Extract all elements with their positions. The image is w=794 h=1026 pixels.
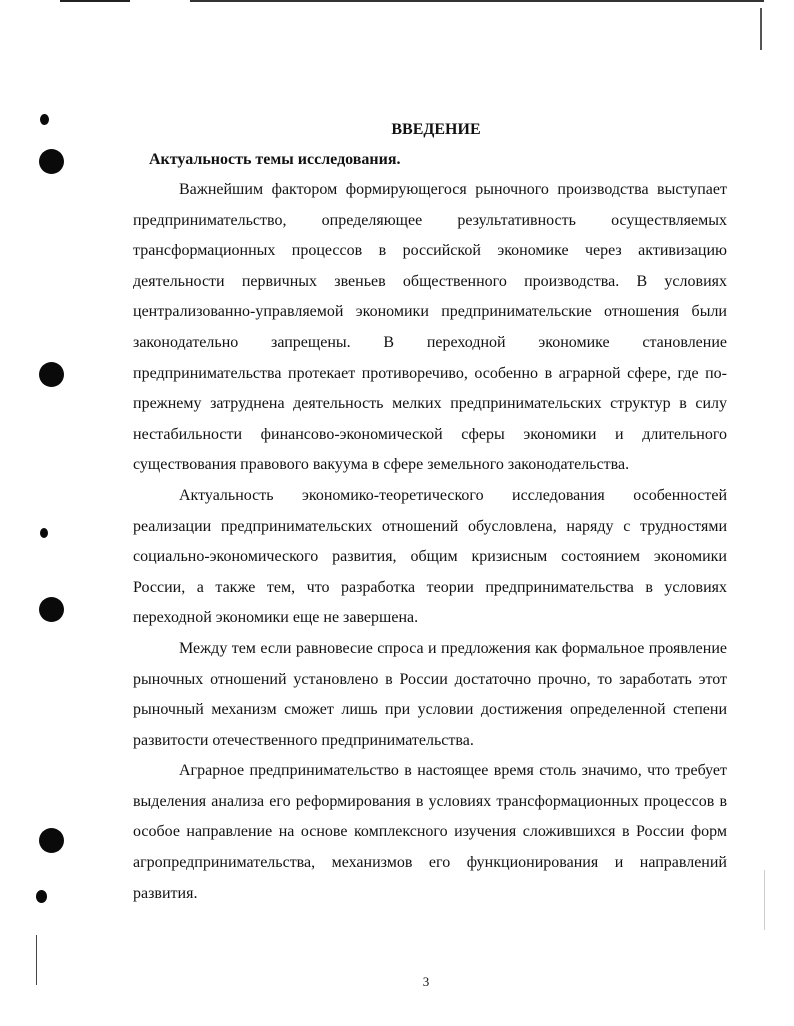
page-number: 3 bbox=[422, 974, 430, 989]
paragraph: Аграрное предпринимательство в настоящее время столь значимо, что требует выделения анализа его реформирования в условиях трансформационных процессов в особое направление на основе комплексного изучения сложившихся в России форм агропредпринимательства, механизмов его функционирования и направлений развития. bbox=[133, 762, 727, 902]
section-subtitle: Актуальность темы исследования. bbox=[149, 151, 401, 168]
paragraph: Между тем если равновесие спроса и предложения как формальное проявление рыночных отношений установлено в России достаточно прочно, то заработать этот рыночный механизм сможет лишь при условии достижения определенной степени развитости отечественного предпринимательства. bbox=[133, 639, 727, 749]
scan-border-right bbox=[760, 8, 762, 50]
scan-border-top-left bbox=[60, 0, 130, 2]
document-title: ВВЕДЕНИЕ bbox=[391, 121, 481, 138]
paragraph: Важнейшим фактором формирующегося рыночного производства выступает предпринимательство, определяющее результативность осуществляемых трансформационных процессов в российской экономике через активизацию деятельности первичных звеньев общественного производства. В условиях централизованно-управляемой экономики предпринимательские отношения были законодательно запрещены. В переходной экономике становление предпринимательства протекает противоречиво, особенно в аграрной сфере, где по-прежнему затруднена деятельность мелких предпринимательских структур в силу нестабильности финансово-экономической сферы экономики и длительного существования правового вакуума в сфере земельного законодательства. bbox=[133, 181, 727, 474]
binder-hole-mark bbox=[36, 890, 47, 903]
binder-hole bbox=[39, 149, 64, 174]
binder-hole bbox=[39, 597, 64, 622]
scan-border-top bbox=[190, 0, 764, 2]
document-body bbox=[133, 115, 727, 909]
paragraph: Актуальность экономико-теоретического исследования особенностей реализации предпринимательских отношений обусловлена, наряду с трудностями социально-экономического развития, общим кризисным состоянием экономики России, а также тем, что разработка теории предпринимательства в условиях переходной экономики еще не завершена. bbox=[133, 486, 727, 627]
scan-border-left-bottom bbox=[36, 935, 37, 985]
binder-hole bbox=[39, 828, 64, 853]
binder-hole-mark bbox=[40, 114, 49, 125]
binder-hole-mark bbox=[40, 528, 48, 538]
binder-hole bbox=[39, 362, 64, 387]
scan-border-right-bottom bbox=[764, 870, 765, 930]
